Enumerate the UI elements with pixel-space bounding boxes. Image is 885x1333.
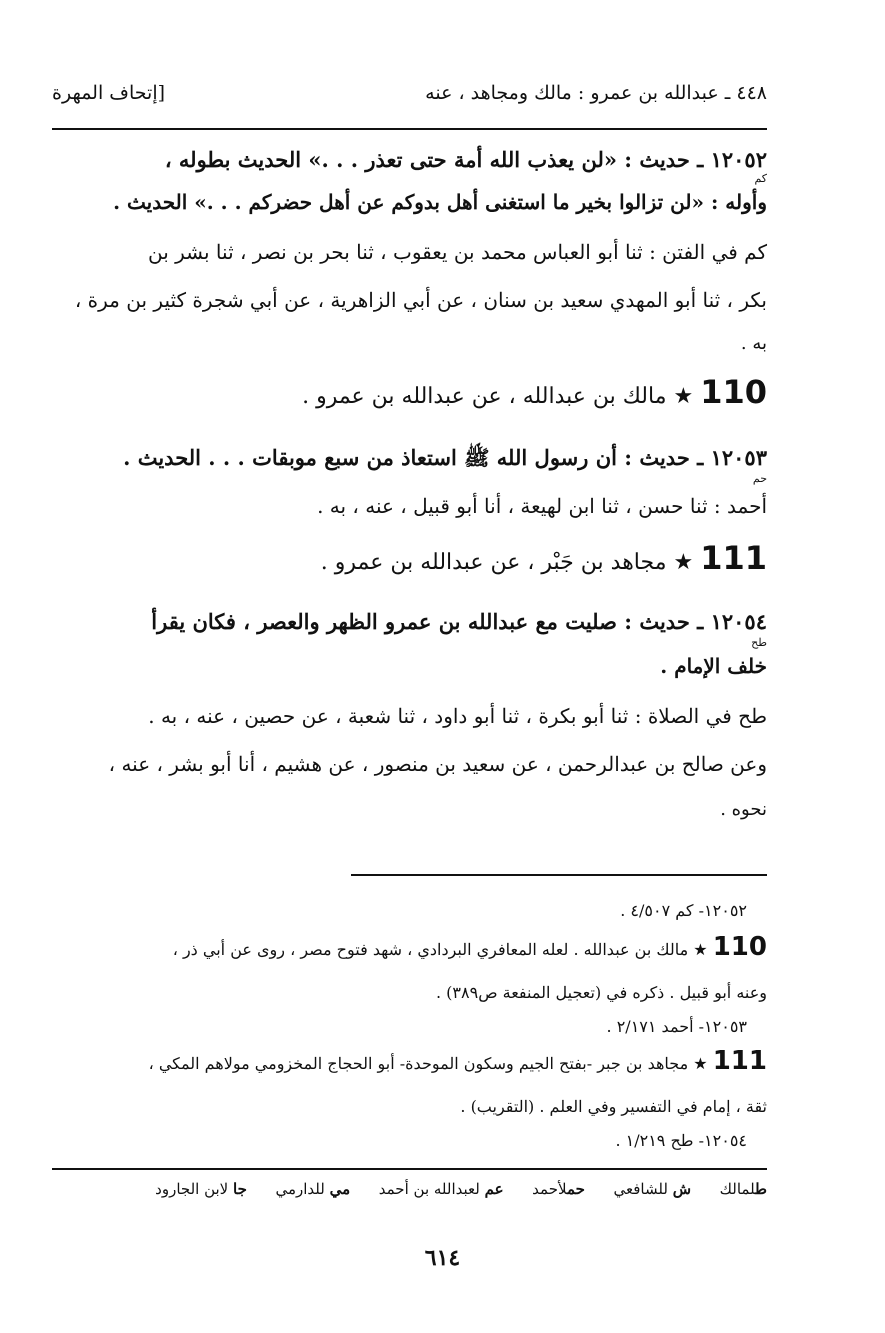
footnote-110 [52, 932, 767, 965]
section-111 [52, 540, 767, 581]
footnote-110-cont: وعنه أبو قبيل . ذكره في (تعجيل المنفعة ص٣٨٩) . [436, 983, 767, 1002]
legend-item-abdullah: عم لعبدالله بن أحمد [378, 1180, 504, 1198]
footnote-110-text: ★ مالك بن عبدالله . لعله المعافري البردادي ، شهد فتوح مصر ، روى عن أبي ذر ، [172, 940, 708, 959]
section-110-number: 110 [700, 373, 767, 411]
footnote-111 [52, 1046, 767, 1079]
header-rule [52, 128, 767, 130]
legend-item-malik: طلمالك [719, 1180, 767, 1198]
hadith-12052-body-3: به . [740, 333, 767, 354]
hadith-12052-body-1: كم في الفتن : ثنا أبو العباس محمد بن يعقوب ، ثنا بحر بن نصر ، ثنا بشر بن [147, 240, 767, 264]
hadith-12054-body-2: وعن صالح بن عبدالرحمن ، عن سعيد بن منصور ، عن هشيم ، أنا أبو بشر ، عنه ، [108, 752, 767, 776]
footnote-111-cont: ثقة ، إمام في التفسير وفي العلم . (التقريب) . [460, 1097, 767, 1116]
hadith-12053-line1: ١٢٠٥٣ ـ حديث : أن رسول الله ﷺ استعاذ من سبع موبقات . . . الحديث . [123, 445, 767, 470]
section-111-title: ★ مجاهد بن جَبْر ، عن عبدالله بن عمرو . [320, 550, 694, 575]
legend-item-shafii: ش للشافعي [613, 1180, 692, 1198]
hadith-12052-sigla: كم [754, 172, 767, 185]
footnote-rule [351, 874, 767, 876]
section-110-title: ★ مالك بن عبدالله ، عن عبدالله بن عمرو . [302, 384, 694, 409]
footnote-12053: ١٢٠٥٣- أحمد ٢/١٧١ . [606, 1017, 747, 1036]
section-110 [52, 374, 767, 415]
hadith-12054-sigla: طح [751, 636, 767, 649]
footnote-12054: ١٢٠٥٤- طح ١/٢١٩ . [615, 1131, 747, 1150]
footnote-111-text: ★ مجاهد بن جبر -بفتح الجيم وسكون الموحدة- أبو الحجاج المخزومي مولاهم المكي ، [148, 1054, 708, 1073]
hadith-12052-body-2: بكر ، ثنا أبو المهدي سعيد بن سنان ، عن أبي الزاهرية ، عن أبي شجرة كثير بن مرة ، [74, 288, 767, 312]
footnote-110-number: 110 [712, 932, 767, 962]
section-111-number: 111 [700, 539, 767, 577]
legend-item-jarud: جا لابن الجارود [155, 1180, 247, 1198]
legend-rule [52, 1168, 767, 1170]
hadith-12054-line2: خلف الإمام . [660, 654, 767, 678]
hadith-12054-line1: ١٢٠٥٤ ـ حديث : صليت مع عبدالله بن عمرو الظهر والعصر ، فكان يقرأ [151, 609, 767, 634]
footnote-111-number: 111 [712, 1046, 767, 1076]
legend-item-darimi: مي للدارمي [275, 1180, 351, 1198]
book-title-header: [إتحاف المهرة [52, 82, 166, 104]
hadith-12052-line1: ١٢٠٥٢ ـ حديث : «لن يعذب الله أمة حتى تعذر . . .» الحديث بطوله ، [164, 147, 767, 172]
hadith-12053-sigla: حم [752, 472, 767, 485]
sigla-legend [52, 1180, 767, 1198]
hadith-12052-line2: وأوله : «لن تزالوا بخير ما استغنى أهل بدوكم عن أهل حضركم . . .» الحديث . [113, 190, 767, 214]
hadith-12054-body-1: طح في الصلاة : ثنا أبو بكرة ، ثنا أبو داود ، ثنا شعبة ، عن حصين ، عنه ، به . [148, 704, 767, 728]
legend-item-ahmad: حملأحمد [532, 1180, 585, 1198]
page-number: ٦١٤ [424, 1245, 461, 1271]
running-header: ٤٤٨ ـ عبدالله بن عمرو : مالك ومجاهد ، عنه [425, 82, 767, 104]
footnote-12052: ١٢٠٥٢- كم ٤/٥٠٧ . [620, 901, 747, 920]
hadith-12053-line2: أحمد : ثنا حسن ، ثنا ابن لهيعة ، أنا أبو قبيل ، عنه ، به . [317, 494, 767, 518]
hadith-12054-body-3: نحوه . [720, 799, 767, 820]
